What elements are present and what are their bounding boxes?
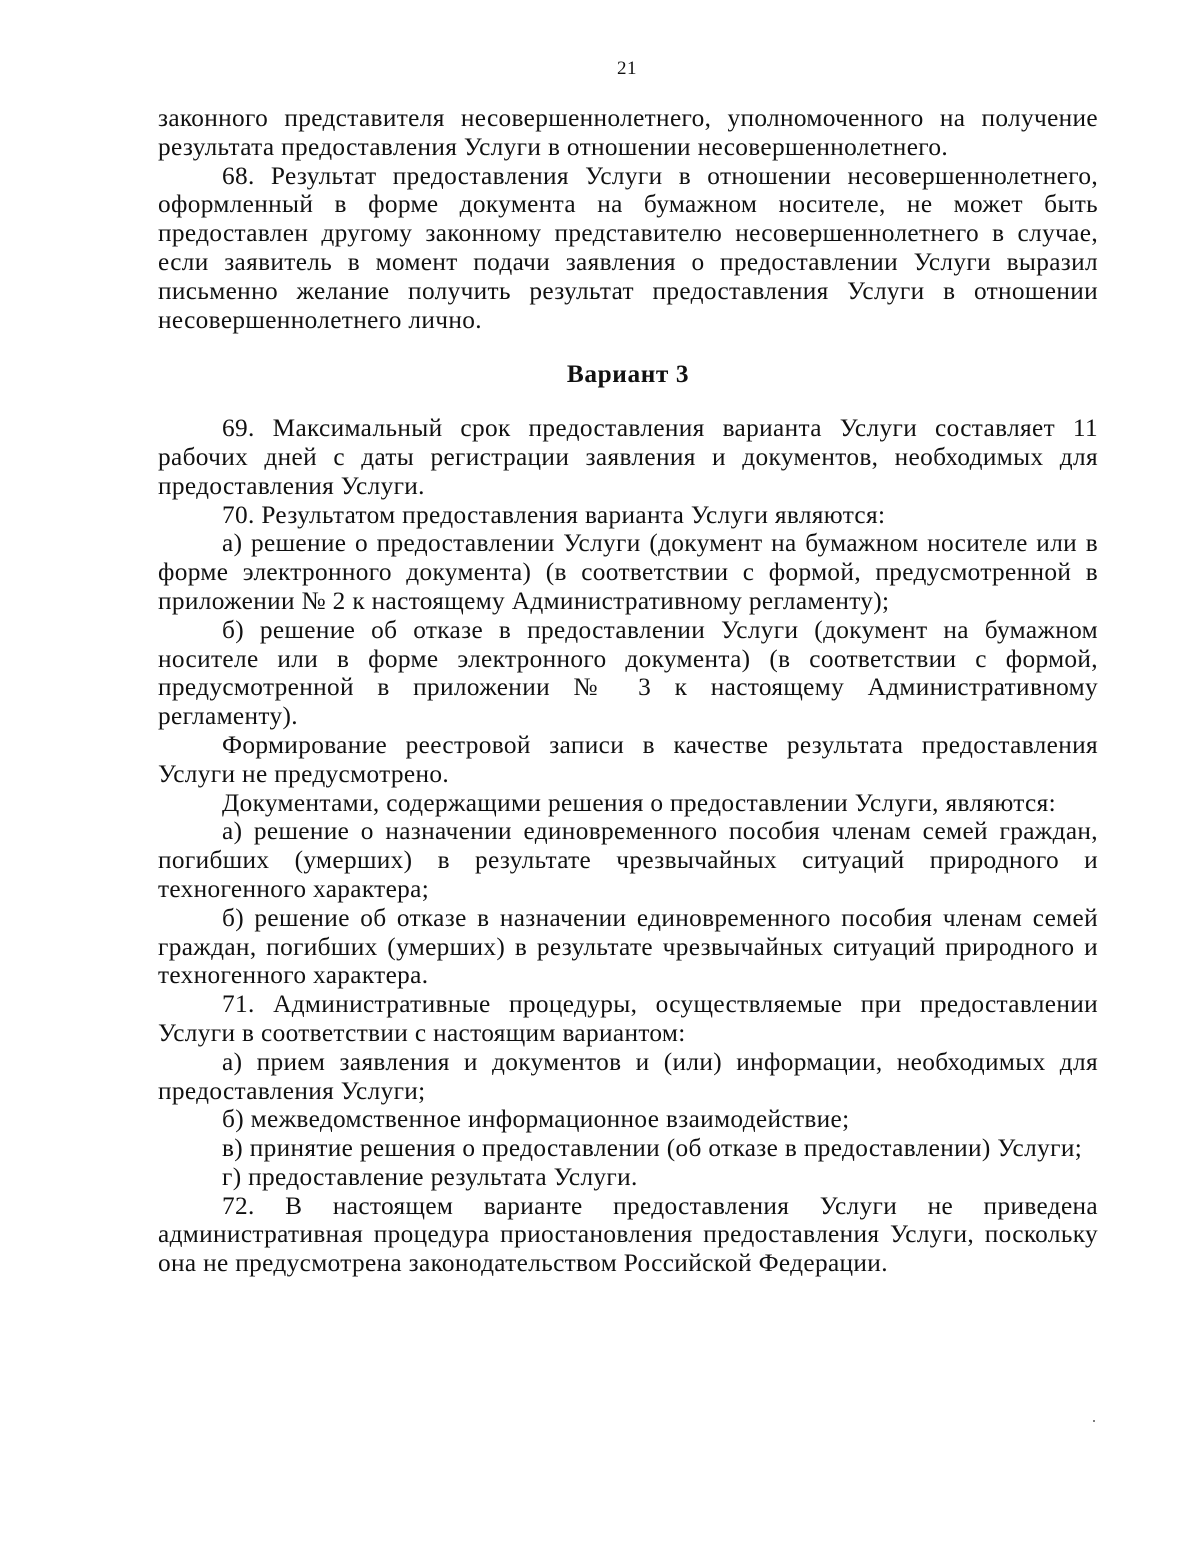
- paragraph-70: 70. Результатом предоставления варианта Услуги являются:: [222, 500, 886, 529]
- paragraph-71: 71. Административные процедуры, осуществляемые при предоставлении Услуги в соответствии с настоящим вариантом:: [158, 990, 1098, 1047]
- paragraph-70-b: б) решение об отказе в предоставлении Услуги (документ на бумажном носителе или в форме электронного документа) (в соответствии с формой, предусмотренной в приложении № 3 к настоящему Административному регламенту).: [158, 615, 1098, 731]
- paragraph-decision-documents: Документами, содержащими решения о предоставлении Услуги, являются:: [222, 788, 1056, 817]
- paragraph-continuation: законного представителя несовершеннолетнего, уполномоченного на получение результата предоставления Услуги в отношении несовершеннолетнего.: [158, 104, 1098, 161]
- scan-speck: [1093, 1420, 1095, 1422]
- paragraph-70-a: а) решение о предоставлении Услуги (документ на бумажном носителе или в форме электронного документа) (в соответствии с формой, предусмотренной в приложении № 2 к настоящему Административному регламенту);: [158, 529, 1098, 615]
- paragraph-68: 68. Результат предоставления Услуги в отношении несовершеннолетнего, оформленный в форме документа на бумажном носителе, не может быть предоставлен другому законному представителю несовершеннолетнего в случае, если заявитель в момент подачи заявления о предоставлении Услуги выразил письменно желание получить результат предоставления Услуги в отношении несовершеннолетнего лично.: [158, 161, 1098, 334]
- paragraph-decision-b: б) решение об отказе в назначении единовременного пособия членам семей граждан, погибших (умерших) в результате чрезвычайных ситуаций природного и техногенного характера.: [158, 903, 1098, 990]
- page-number: 21: [617, 58, 637, 79]
- section-heading: Вариант 3: [566, 360, 690, 389]
- paragraph-69: 69. Максимальный срок предоставления варианта Услуги составляет 11 рабочих дней с даты регистрации заявления и документов, необходимых для предоставления Услуги.: [158, 414, 1098, 500]
- paragraph-71-b: б) межведомственное информационное взаимодействие;: [222, 1105, 850, 1134]
- paragraph-72: 72. В настоящем варианте предоставления Услуги не приведена административная процедура приостановления предоставления Услуги, поскольку она не предусмотрена законодательством Российской Федерации.: [158, 1191, 1098, 1278]
- paragraph-71-c: в) принятие решения о предоставлении (об отказе в предоставлении) Услуги;: [222, 1134, 1083, 1163]
- paragraph-registry-record: Формирование реестровой записи в качестве результата предоставления Услуги не предусмотрено.: [158, 730, 1098, 788]
- paragraph-71-d: г) предоставление результата Услуги.: [222, 1162, 638, 1191]
- paragraph-71-a: а) прием заявления и документов и (или) информации, необходимых для предоставления Услуги;: [158, 1047, 1098, 1105]
- document-body: [158, 104, 1098, 1278]
- paragraph-decision-a: а) решение о назначении единовременного пособия членам семей граждан, погибших (умерших) в результате чрезвычайных ситуаций природного и техногенного характера;: [158, 817, 1098, 903]
